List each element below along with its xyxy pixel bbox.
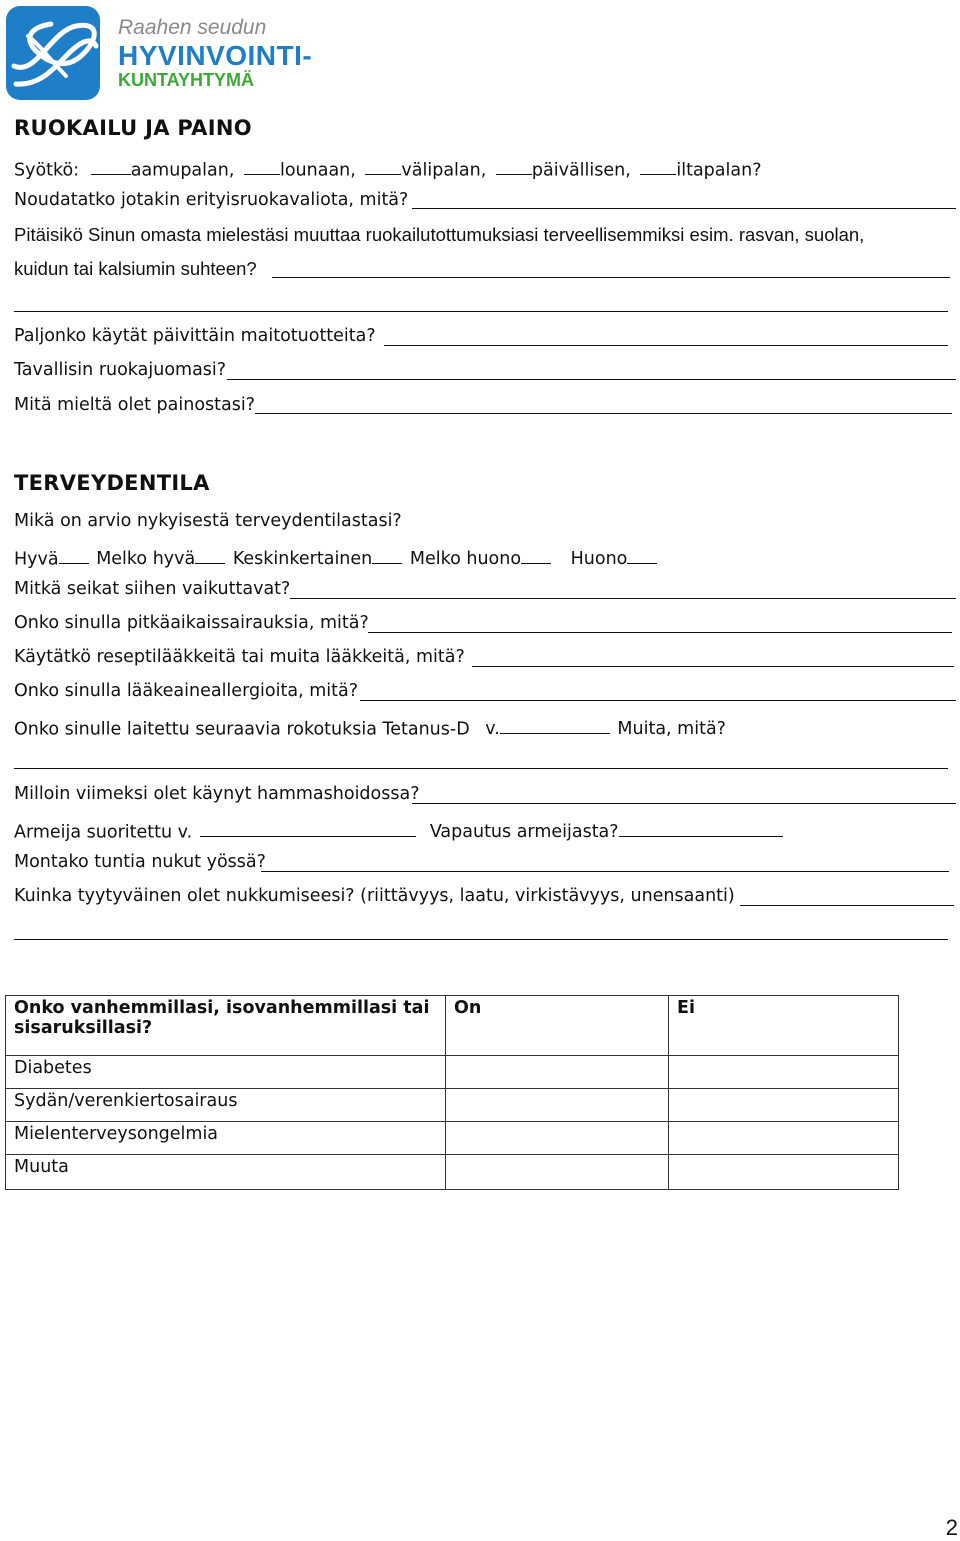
allergy-question: Onko sinulla lääkeaineallergioita, mitä? bbox=[14, 681, 358, 701]
section-title-health: TERVEYDENTILA bbox=[14, 471, 210, 495]
table-row bbox=[6, 1122, 899, 1155]
health-estimate-question: Mikä on arvio nykyisestä terveydentilastasi? bbox=[14, 511, 402, 531]
rating-poor: Huono bbox=[570, 549, 628, 570]
rating-fairly-good-blank[interactable] bbox=[195, 545, 225, 564]
rating-fairly-good: Melko hyvä bbox=[96, 549, 196, 570]
drink-question: Tavallisin ruokajuomasi? bbox=[14, 360, 227, 380]
table-header-yes: On bbox=[446, 996, 669, 1056]
table-row bbox=[6, 1155, 899, 1190]
table-header-no: Ei bbox=[669, 996, 899, 1056]
cell-no-mental-health[interactable] bbox=[669, 1122, 899, 1155]
blank-field[interactable] bbox=[640, 156, 676, 175]
cell-no-diabetes[interactable] bbox=[669, 1056, 899, 1089]
cell-yes-mental-health[interactable] bbox=[446, 1122, 669, 1155]
rating-fairly-poor: Melko huono bbox=[409, 549, 522, 570]
knot-logo-icon bbox=[6, 6, 100, 100]
blank-field[interactable] bbox=[91, 156, 131, 175]
exemption-field[interactable] bbox=[619, 818, 783, 837]
page-number: 2 bbox=[945, 1515, 958, 1540]
army-line bbox=[14, 818, 783, 842]
sleep-satisfaction-question: Kuinka tyytyväinen olet nukkumiseesi? (riittävyys, laatu, virkistävyys, unensaanti) bbox=[14, 886, 735, 906]
blank-field[interactable] bbox=[244, 156, 280, 175]
table-row bbox=[6, 1056, 899, 1089]
vaccination-year-field[interactable] bbox=[500, 715, 610, 734]
section-title-nutrition: RUOKAILU JA PAINO bbox=[14, 116, 252, 140]
blank-field[interactable] bbox=[365, 156, 401, 175]
weight-question: Mitä mieltä olet painostasi? bbox=[14, 395, 256, 415]
option-snack: välipalan, bbox=[401, 160, 487, 181]
factors-question: Mitkä seikat siihen vaikuttavat? bbox=[14, 579, 291, 599]
rating-good: Hyvä bbox=[14, 549, 59, 570]
option-supper: iltapalan? bbox=[676, 160, 762, 181]
change-habits-answer-line-2[interactable] bbox=[14, 310, 948, 312]
cell-yes-diabetes[interactable] bbox=[446, 1056, 669, 1089]
row-label-diabetes: Diabetes bbox=[6, 1056, 446, 1089]
vaccination-answer-line[interactable] bbox=[14, 767, 948, 769]
logo bbox=[6, 6, 336, 100]
rating-good-blank[interactable] bbox=[59, 545, 89, 564]
change-habits-question-1: Pitäisikö Sinun omasta mielestäsi muuttaa ruokailutottumuksiasi terveellisemmiksi esim. rasvan, suolan, bbox=[14, 224, 865, 245]
change-habits-question-2: kuidun tai kalsiumin suhteen? bbox=[14, 258, 257, 279]
logo-line1: Raahen seudun bbox=[118, 16, 267, 39]
change-habits-answer-line[interactable] bbox=[272, 276, 950, 278]
sleep-satisfaction-answer-line[interactable] bbox=[740, 904, 954, 906]
sleep-satisfaction-answer-line-2[interactable] bbox=[14, 938, 948, 940]
vaccination-line bbox=[14, 715, 726, 739]
diet-question: Noudatatko jotakin erityisruokavaliota, mitä? bbox=[14, 190, 409, 210]
row-label-mental-health: Mielenterveysongelmia bbox=[6, 1122, 446, 1155]
blank-field[interactable] bbox=[496, 156, 532, 175]
option-dinner: päivällisen, bbox=[531, 160, 631, 181]
cell-no-other[interactable] bbox=[669, 1155, 899, 1190]
option-breakfast: aamupalan, bbox=[130, 160, 235, 181]
dental-answer-line[interactable] bbox=[412, 802, 956, 804]
factors-answer-line[interactable] bbox=[290, 597, 956, 599]
exemption-question: Vapautus armeijasta? bbox=[429, 822, 619, 843]
dental-question: Milloin viimeksi olet käynyt hammashoidossa? bbox=[14, 784, 420, 804]
option-lunch: lounaan, bbox=[279, 160, 356, 181]
rating-average-blank[interactable] bbox=[372, 545, 402, 564]
row-label-cardiovascular: Sydän/verenkiertosairaus bbox=[6, 1089, 446, 1122]
syotko-label: Syötkö: bbox=[14, 160, 80, 181]
allergy-answer-line[interactable] bbox=[360, 699, 956, 701]
family-history-table bbox=[5, 995, 899, 1190]
table-row bbox=[6, 1089, 899, 1122]
dairy-answer-line[interactable] bbox=[384, 344, 948, 346]
medication-question: Käytätkö reseptilääkkeitä tai muita lääkkeitä, mitä? bbox=[14, 647, 465, 667]
weight-answer-line[interactable] bbox=[255, 412, 952, 414]
table-header-row bbox=[6, 996, 899, 1056]
drink-answer-line[interactable] bbox=[227, 378, 956, 380]
row-label-other: Muuta bbox=[6, 1155, 446, 1190]
chronic-question: Onko sinulla pitkäaikaissairauksia, mitä? bbox=[14, 613, 369, 633]
cell-no-cardiovascular[interactable] bbox=[669, 1089, 899, 1122]
vaccination-other-label: Muita, mitä? bbox=[617, 719, 726, 740]
table-header-question: Onko vanhemmillasi, isovanhemmillasi tai sisaruksillasi? bbox=[6, 996, 446, 1056]
vaccination-question: Onko sinulle laitettu seuraavia rokotuksia Tetanus-D bbox=[14, 719, 470, 740]
health-ratings-line bbox=[14, 545, 657, 569]
logo-line2: HYVINVOINTI- bbox=[118, 40, 313, 71]
chronic-answer-line[interactable] bbox=[368, 631, 952, 633]
army-question: Armeija suoritettu v. bbox=[14, 822, 193, 843]
logo-line3: KUNTAYHTYMÄ bbox=[118, 70, 255, 90]
eating-habits-line bbox=[14, 156, 761, 180]
dairy-question: Paljonko käytät päivittäin maitotuotteita? bbox=[14, 326, 376, 346]
vaccination-year-label: v. bbox=[485, 719, 500, 740]
cell-yes-other[interactable] bbox=[446, 1155, 669, 1190]
diet-answer-line[interactable] bbox=[412, 207, 956, 209]
sleep-hours-question: Montako tuntia nukut yössä? bbox=[14, 852, 266, 872]
rating-fairly-poor-blank[interactable] bbox=[521, 545, 551, 564]
cell-yes-cardiovascular[interactable] bbox=[446, 1089, 669, 1122]
rating-poor-blank[interactable] bbox=[627, 545, 657, 564]
rating-average: Keskinkertainen bbox=[232, 549, 373, 570]
medication-answer-line[interactable] bbox=[472, 665, 954, 667]
sleep-hours-answer-line[interactable] bbox=[261, 870, 949, 872]
army-year-field[interactable] bbox=[200, 818, 416, 837]
